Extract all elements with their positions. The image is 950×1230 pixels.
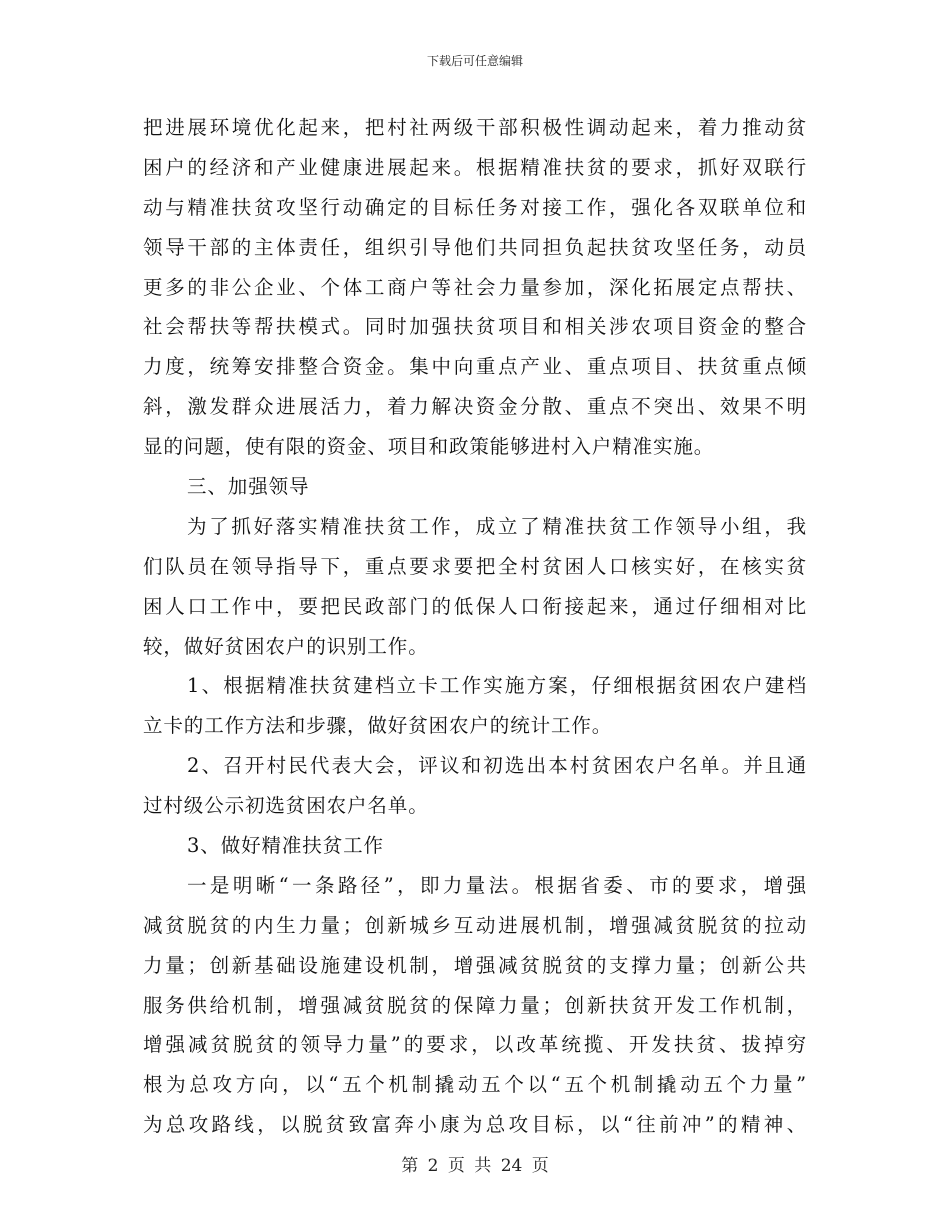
text-line: 服务供给机制，增强减贫脱贫的保障力量；创新扶贫开发工作机制， [143,993,807,1017]
text-line: 更多的非公企业、个体工商户等社会力量参加，深化拓展定点帮扶、 [143,275,807,299]
document-body [143,108,807,1145]
text-line: 困人口工作中，要把民政部门的低保人口衔接起来，通过仔细相对比 [143,594,807,618]
text-line: 为总攻路线，以脱贫致富奔小康为总攻目标，以“往前冲”的精神、 [143,1113,807,1137]
text-line: 立卡的工作方法和步骤，做好贫困农户的统计工作。 [143,714,613,738]
text-line: 斜，激发群众进展活力，着力解决资金分散、重点不突出、效果不明 [143,395,807,419]
paragraph-first-line: 2、召开村民代表大会，评议和初选出本村贫困农户名单。并且通 [187,754,807,778]
text-line: 动与精准扶贫攻坚行动确定的目标任务对接工作，强化各双联单位和 [143,195,807,219]
text-line: 减贫脱贫的内生力量；创新城乡互动进展机制，增强减贫脱贫的拉动 [143,913,807,937]
text-line: 社会帮扶等帮扶模式。同时加强扶贫项目和相关涉农项目资金的整合 [143,315,807,339]
text-line: 把进展环境优化起来，把村社两级干部积极性调动起来，着力推动贫 [143,116,807,139]
page-footer-page-number: 第 2 页 共 24 页 [401,1156,549,1176]
paragraph-first-line: 三、加强领导 [187,475,310,499]
page-header: 下载后可任意编辑 [426,54,523,68]
text-line: 领导干部的主体责任，组织引导他们共同担负起扶贫攻坚任务，动员 [143,235,807,259]
text-line: 力量；创新基础设施建设机制，增强减贫脱贫的支撑力量；创新公共 [143,953,807,977]
text-line: 较，做好贫困农户的识别工作。 [143,634,429,658]
text-line: 们队员在领导指导下，重点要求要把全村贫困人口核实好，在核实贫 [143,554,807,578]
paragraph-first-line: 为了抓好落实精准扶贫工作，成立了精准扶贫工作领导小组，我 [187,514,807,538]
text-line: 增强减贫脱贫的领导力量”的要求，以改革统揽、开发扶贫、拔掉穷 [143,1033,807,1057]
text-line: 根为总攻方向，以“五个机制撬动五个以“五个机制撬动五个力量” [143,1073,807,1097]
text-line: 显的问题，使有限的资金、项目和政策能够进村入户精准实施。 [143,435,715,459]
paragraph-first-line: 一是明晰“一条路径”，即力量法。根据省委、市的要求，增强 [187,873,807,897]
paragraph-first-line: 1、根据精准扶贫建档立卡工作实施方案，仔细根据贫困农户建档 [187,674,807,698]
text-line: 困户的经济和产业健康进展起来。根据精准扶贫的要求，抓好双联行 [143,155,807,179]
text-line: 过村级公示初选贫困农户名单。 [143,794,429,818]
text-line: 力度，统筹安排整合资金。集中向重点产业、重点项目、扶贫重点倾 [143,355,807,379]
paragraph-first-line: 3、做好精准扶贫工作 [187,834,384,858]
